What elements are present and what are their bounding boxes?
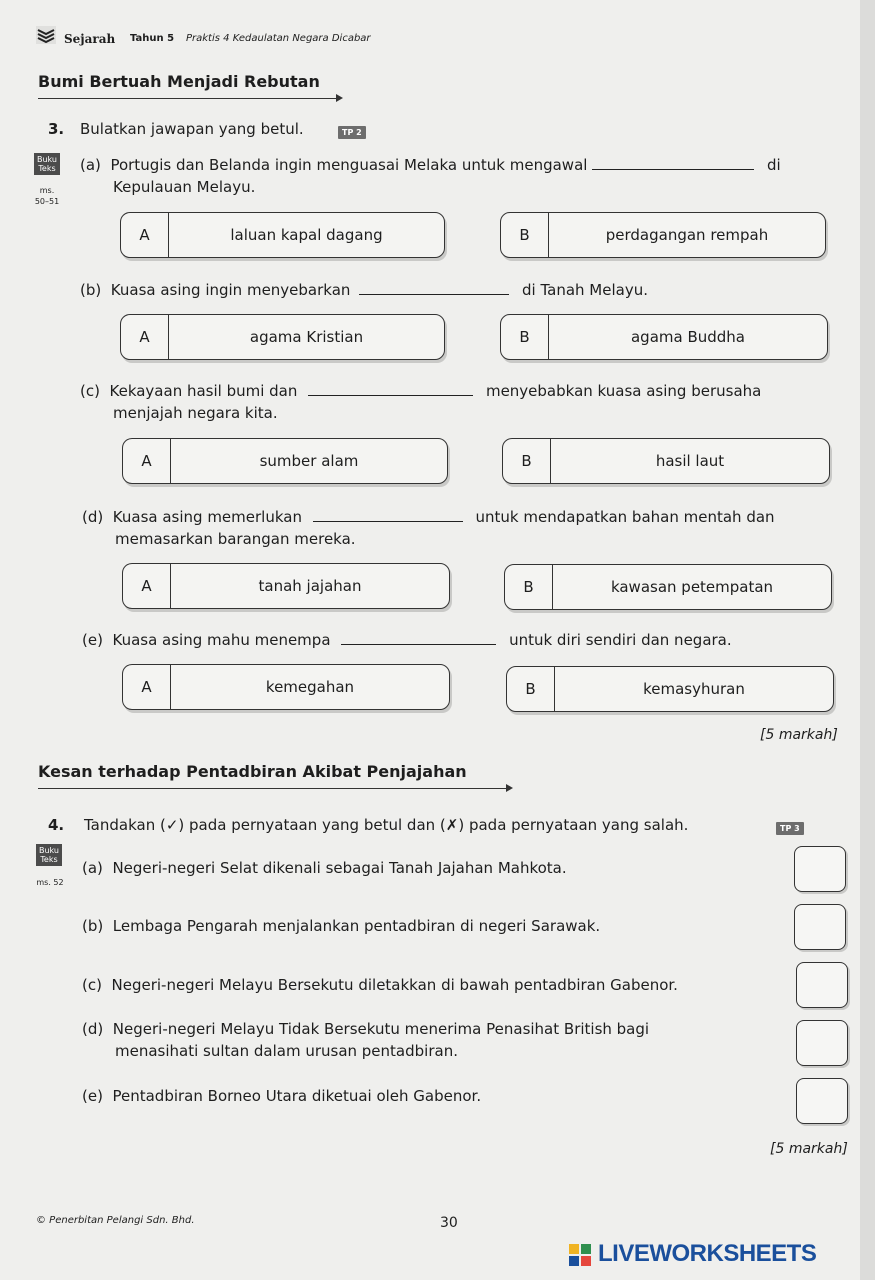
q4-instruction: Tandakan (✓) pada pernyataan yang betul dan (✗) pada pernyataan yang salah.	[84, 816, 689, 834]
section2-underline	[38, 788, 508, 789]
q4b-text: (b) Lembaga Pengarah menjalankan pentadbiran di negeri Sarawak.	[82, 917, 601, 935]
q4d-answer-box[interactable]	[796, 1020, 848, 1066]
practice-label: Praktis 4 Kedaulatan Negara Dicabar	[186, 33, 371, 44]
q3c-line2: menjajah negara kita.	[113, 404, 278, 422]
publisher-credit: © Penerbitan Pelangi Sdn. Bhd.	[36, 1215, 195, 1226]
q4-number: 4.	[48, 816, 65, 834]
book-icon	[36, 26, 56, 44]
section1-marks: [5 markah]	[760, 727, 838, 743]
page-number: 30	[440, 1215, 458, 1231]
q3-number: 3.	[48, 120, 65, 138]
q4e-text: (e) Pentadbiran Borneo Utara diketuai oleh Gabenor.	[82, 1087, 482, 1105]
ms-pages: 50–51	[34, 197, 60, 206]
q4a-text: (a) Negeri-negeri Selat dikenali sebagai Tanah Jajahan Mahkota.	[82, 859, 567, 877]
option-3e-b[interactable]: B kemasyhuran	[506, 666, 834, 712]
q3-instruction: Bulatkan jawapan yang betul.	[80, 120, 304, 138]
section1-underline	[38, 98, 338, 99]
ms-label: ms. 52	[36, 878, 64, 887]
q3e-blank	[341, 644, 496, 645]
q4c-answer-box[interactable]	[796, 962, 848, 1008]
q3a-text: (a) Portugis dan Belanda ingin menguasai Melaka untuk mengawal di	[80, 156, 781, 174]
q3d-line2: memasarkan barangan mereka.	[115, 530, 356, 548]
page-edge	[860, 0, 875, 1280]
q3b-text: (b) Kuasa asing ingin menyebarkan di Tanah Melayu.	[80, 281, 648, 299]
q3a-line2: Kepulauan Melayu.	[113, 178, 256, 196]
option-3c-a[interactable]: A sumber alam	[122, 438, 448, 484]
q3c-text: (c) Kekayaan hasil bumi dan menyebabkan kuasa asing berusaha	[80, 382, 762, 400]
option-3b-b[interactable]: B agama Buddha	[500, 314, 828, 360]
section1-title: Bumi Bertuah Menjadi Rebutan	[38, 72, 320, 91]
section2-marks: [5 markah]	[770, 1141, 848, 1157]
arrow-icon	[336, 94, 343, 102]
ms-label: ms.	[39, 186, 55, 195]
option-3e-a[interactable]: A kemegahan	[122, 664, 450, 710]
section2-title: Kesan terhadap Pentadbiran Akibat Penjajahan	[38, 762, 467, 781]
q4a-answer-box[interactable]	[794, 846, 846, 892]
q4d-text: (d) Negeri-negeri Melayu Tidak Bersekutu menerima Penasihat British bagi	[82, 1020, 650, 1038]
q3a-blank	[592, 169, 754, 170]
q3e-text: (e) Kuasa asing mahu menempa untuk diri sendiri dan negara.	[82, 631, 732, 649]
arrow-icon	[506, 784, 513, 792]
buku-teks-badge: Buku Teks	[34, 153, 60, 175]
option-3d-a[interactable]: A tanah jajahan	[122, 563, 450, 609]
year-label: Tahun 5	[130, 33, 175, 44]
q3c-blank	[308, 395, 473, 396]
q4b-answer-box[interactable]	[794, 904, 846, 950]
q3d-text: (d) Kuasa asing memerlukan untuk mendapatkan bahan mentah dan	[82, 508, 775, 526]
liveworksheets-brand: LIVEWORKSHEETS	[598, 1240, 817, 1267]
option-3c-b[interactable]: B hasil laut	[502, 438, 830, 484]
q3d-blank	[313, 521, 463, 522]
q4c-text: (c) Negeri-negeri Melayu Bersekutu diletakkan di bawah pentadbiran Gabenor.	[82, 976, 678, 994]
buku-teks-badge: Buku Teks	[36, 844, 62, 866]
tp-badge: TP 3	[776, 822, 804, 835]
subject-label: Sejarah	[64, 32, 116, 46]
option-3d-b[interactable]: B kawasan petempatan	[504, 564, 832, 610]
option-3b-a[interactable]: A agama Kristian	[120, 314, 445, 360]
option-3a-a[interactable]: A laluan kapal dagang	[120, 212, 445, 258]
tp-badge: TP 2	[338, 126, 366, 139]
option-3a-b[interactable]: B perdagangan rempah	[500, 212, 826, 258]
liveworksheets-logo-icon	[568, 1242, 594, 1268]
q4e-answer-box[interactable]	[796, 1078, 848, 1124]
q4d-line2: menasihati sultan dalam urusan pentadbiran.	[115, 1042, 458, 1060]
q3b-blank	[359, 294, 509, 295]
